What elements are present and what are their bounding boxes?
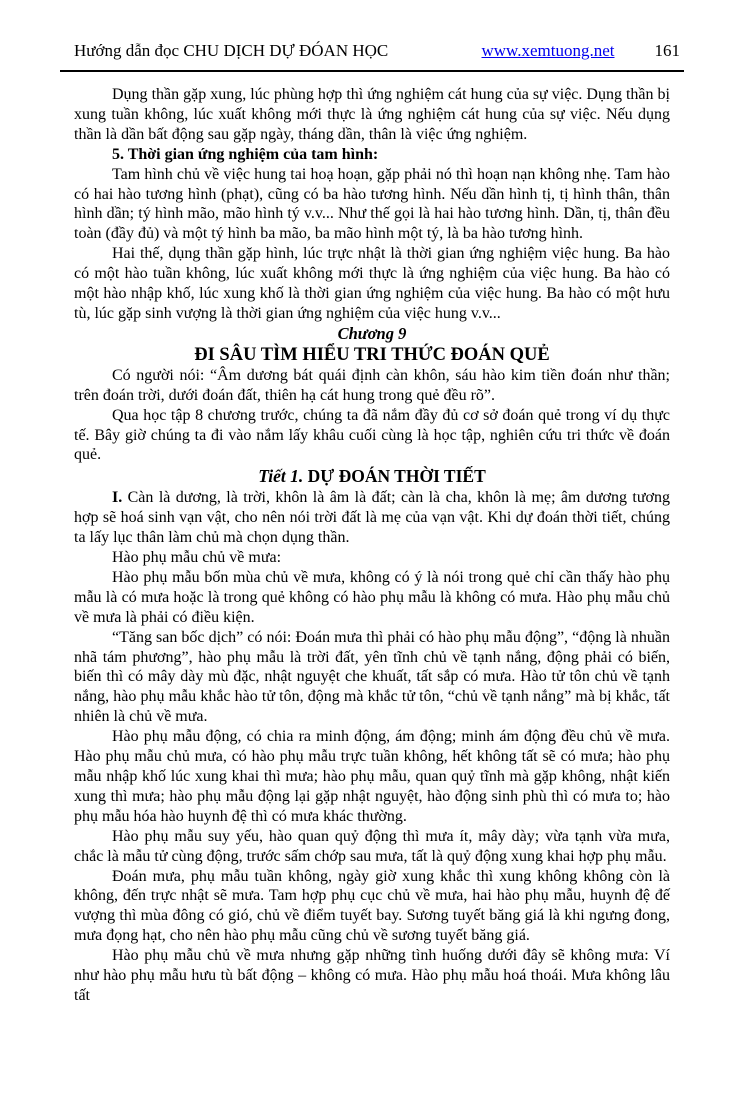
paragraph	[74, 568, 670, 628]
text-run: Hào phụ mẫu chủ về mưa nhưng gặp những tình huống dưới đây sẽ không mưa: Ví như hào phụ mẫu hưu tù bất động – không có mưa. Hào phụ mẫu hoá thoái. Mưa không lâu tất	[74, 947, 670, 1004]
text-run: Có người nói: “Âm dương bát quái định càn khôn, sáu hào kim tiền đoán như thần; trên đoán trời, dưới đoán đất, thiên hạ cát hung trong quẻ đều rõ”.	[74, 366, 670, 404]
page-number: 161	[654, 41, 680, 60]
text-run: “Tăng san bốc dịch” có nói: Đoán mưa thì phải có hào phụ mẫu động”, “động là nhuần nhã tám phương”, hào phụ mẫu là trời đất, yên tĩnh chủ về tạnh nắng, động phải có biến, biến thì có mây dày mù đặc, nhật nguyệt che khuất, tất sắp có mưa. Hào tử tôn chủ về tạnh nắng, hào phụ mẫu khắc hào tử tôn, động mà khắc tử tôn, “chủ về tạnh nắng” mà bị khắc, tất nhiên là chủ về mưa.	[74, 628, 670, 726]
text-run: Tam hình chủ về việc hung tai hoạ hoạn, gặp phải nó thì hoạn nạn không nhẹ. Tam hào có hai hào tương hình (phạt), cũng có ba hào tương hình. Nếu dần hình tị, tị hình thân, thân hình dần; tý hình mão, mão hình tý v.v... Như thế gọi là hai hào tương hình. Dần, tị, thân đều toàn (đầy đủ) và một tý hình ba mão, ba mão hình một tý, là ba hào tương hình.	[74, 165, 670, 243]
chapter-label	[74, 324, 670, 344]
page-body	[74, 85, 670, 1006]
section-title	[74, 465, 670, 488]
text-run: Đoán mưa, phụ mẫu tuần không, ngày giờ xung khắc thì xung không không còn là không, đến trực nhật sẽ mưa. Tam hợp phụ cục chủ về mưa, hai hào phụ mẫu, huynh đệ đế vượng thì mùa đông có gió, chủ về điểm tuyết bay. Sương tuyết băng giá là khi ngưng đong, mưa đọng hạt, cho nên hào phụ mẫu cũng chủ về sương tuyết băng giá.	[74, 867, 670, 945]
website-link[interactable]: www.xemtuong.net	[481, 41, 615, 60]
text-run: DỰ ĐOÁN THỜI TIẾT	[303, 466, 486, 487]
book-title: Hướng dẫn đọc CHU DỊCH DỰ ĐÓAN HỌC	[74, 41, 389, 60]
text-run: ĐI SÂU TÌM HIỂU TRI THỨC ĐOÁN QUẺ	[194, 344, 550, 365]
text-run: Dụng thần gặp xung, lúc phùng hợp thì ứng nghiệm cát hung của sự việc. Dụng thần bị xung tuần không, lúc xuất không mới thực là ứng nghiệm cát hung của sự việc. Nếu dụng thần là dần bất động sau gặp ngày, tháng dần, thân là việc ứng nghiệm.	[74, 86, 670, 143]
chapter-title	[74, 344, 670, 366]
header-rule	[60, 70, 684, 72]
paragraph	[74, 827, 670, 867]
paragraph	[74, 628, 670, 728]
paragraph	[74, 366, 670, 406]
text-run: Hào phụ mẫu chủ về mưa:	[112, 549, 282, 567]
paragraph	[74, 946, 670, 1006]
text-run: Càn là dương, là trời, khôn là âm là đất; càn là cha, khôn là mẹ; âm dương tương hợp sẽ hoá sinh vạn vật, cho nên nói trời đất là mẹ của vạn vật. Khi dự đoán thời tiết, chúng ta lấy lục thân làm chủ mà chọn dụng thần.	[74, 489, 670, 547]
paragraph	[74, 867, 670, 947]
text-run: 5. Thời gian ứng nghiệm của tam hình:	[112, 145, 379, 163]
text-run: Hào phụ mẫu động, có chia ra minh động, ám động; minh ám động đều chủ về mưa. Hào phụ mẫu chủ mưa, có hào phụ mẫu trực tuần không, hết không tất sẽ có mưa; hào phụ mẫu nhập khố lúc xung khai thì mưa; hào phụ mẫu, quan quỷ tĩnh mà gặp không, nhật kiến xung thì mưa; hào phụ mẫu động lại gặp nhật nguyệt, hào động sinh phù thì có mưa to; hào phụ mẫu hóa hào huynh đệ thì có mưa khác thường.	[74, 728, 670, 825]
paragraph	[74, 244, 670, 324]
text-run: Qua học tập 8 chương trước, chúng ta đã nắm đầy đủ cơ sở đoán quẻ trong ví dụ thực tế. Bây giờ chúng ta đi vào nắm lấy khâu cuối cùng là học tập, nghiên cứu tri thức về đoán quẻ.	[74, 406, 670, 464]
paragraph	[74, 406, 670, 466]
text-run: Hai thế, dụng thần gặp hình, lúc trực nhật là thời gian ứng nghiệm việc hung. Ba hào có một hào tuần không, lúc xuất không mới thực là ứng nghiệm của việc hung. Ba hào có một hào nhập khố, lúc xung khố là thời gian ứng nghiệm của việc hung. Ba hào có một hưu tù, lúc gặp sinh vượng là thời gian ứng nghiệm của việc hung v.v...	[74, 245, 670, 322]
paragraph	[74, 548, 670, 568]
paragraph	[74, 165, 670, 245]
paragraph	[74, 488, 670, 548]
text-run: Hào phụ mẫu bốn mùa chủ về mưa, không có ý là nói trong quẻ chỉ cần thấy hào phụ mẫu là có mưa hoặc là trong quẻ không có hào phụ mẫu là không có mưa. Hào phụ mẫu chủ về mưa là phải có điều kiện.	[74, 568, 670, 626]
subheading	[74, 145, 670, 165]
document-page	[0, 40, 744, 1093]
page-header	[74, 40, 680, 62]
text-run: I.	[112, 489, 123, 507]
text-run: Tiết 1.	[258, 466, 304, 487]
text-run: Chương 9	[337, 323, 407, 343]
text-run: Hào phụ mẫu suy yếu, hào quan quỷ động thì mưa ít, mây dày; vừa tạnh vừa mưa, chắc là mẫu tử cùng động, trước sấm chớp sau mưa, tất là quỷ động xung khai hợp phụ mẫu.	[74, 827, 670, 865]
paragraph	[74, 727, 670, 827]
paragraph	[74, 85, 670, 145]
